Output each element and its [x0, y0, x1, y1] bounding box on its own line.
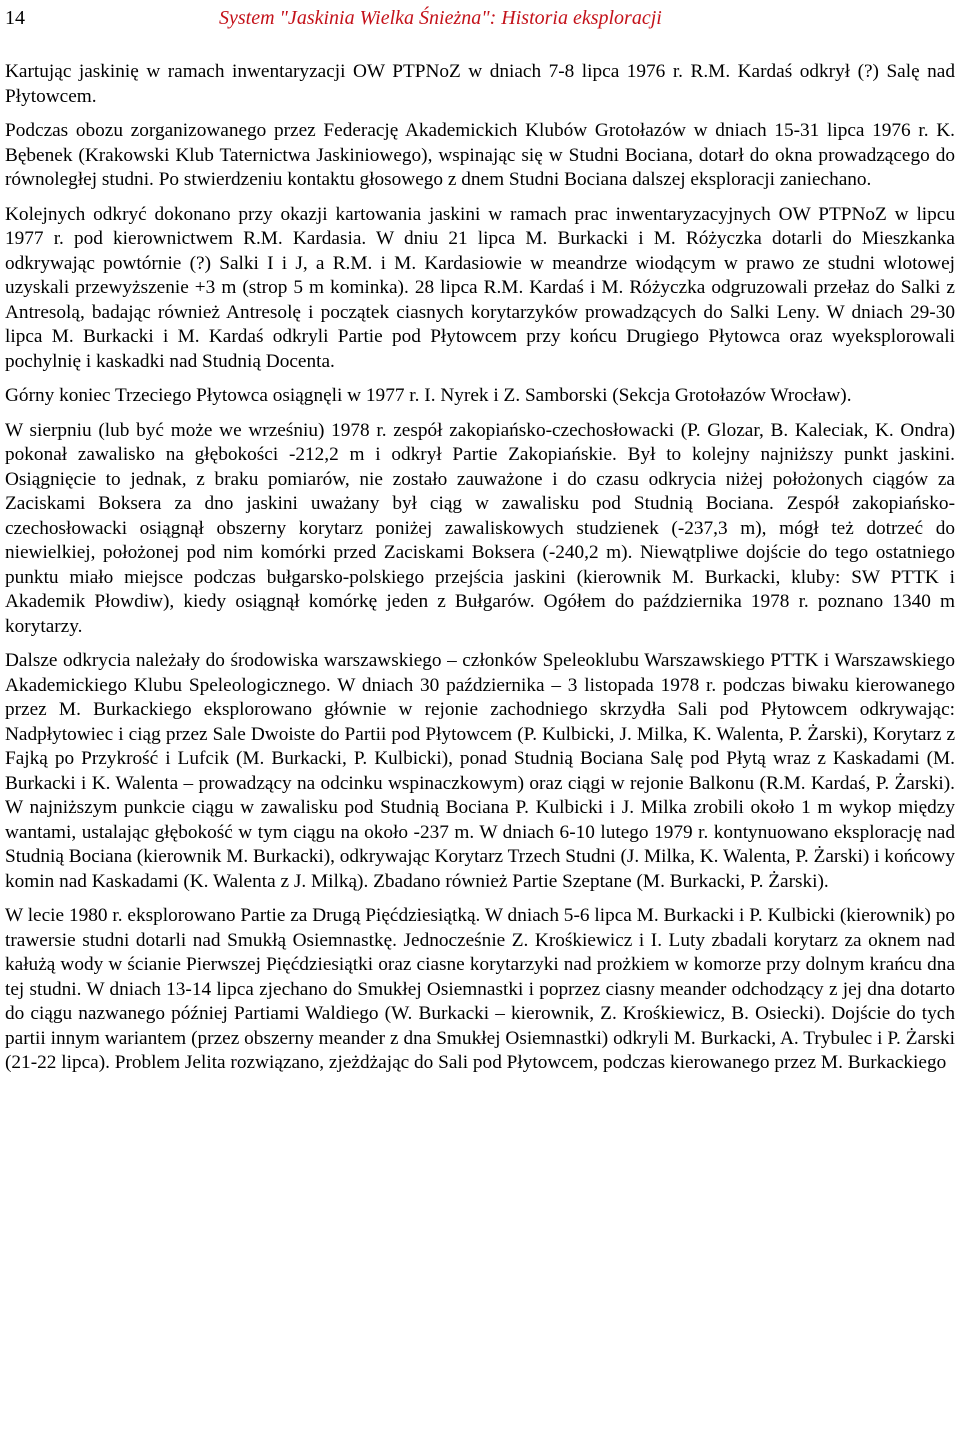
paragraph: Górny koniec Trzeciego Płytowca osiągnęli w 1977 r. I. Nyrek i Z. Samborski (Sekcja Grotołazów Wrocław).: [5, 385, 852, 406]
paragraph: Dalsze odkrycia należały do środowiska warszawskiego – członków Speleoklubu Warszawskiego PTTK i Warszawskiego Akademickiego Klubu Speleologicznego. W dniach 30 października – 3 listopada 1978 r. podczas biwaku kierowanego przez M. Burkackiego eksplorowano głównie w rejonie zachodniego skrzydła Sali pod Płytowcem odkrywając: Nadpłytowiec i ciąg przez Sale Dwoiste do Partii pod Płytowcem (P. Kulbicki, J. Milka, K. Walenta, P. Żarski), Korytarz z Fajką po Przykrość i Lufcik (M. Burkacki, P. Kulbicki), ponad Studnią Bociana Salę pod Płytą wraz z Kaskadami (M. Burkacki i K. Walenta – prowadzący na odcinku wspinaczkowym) oraz ciągi w rejonie Balkonu (R.M. Kardaś, P. Żarski). W najniższym punkcie ciągu w zawalisku pod Studnią Bociana P. Kulbicki i J. Milka zrobili około 1 m wykop między wantami, ustalając głębokość w tym ciągu na około -237 m. W dniach 6-10 lutego 1979 r. kontynuowano eksplorację nad Studnią Bociana (kierownik M. Burkacki), odkrywając Korytarz Trzech Studni (J. Milka, K. Walenta, P. Żarski) i końcowy komin nad Kaskadami (K. Walenta z J. Milką). Zbadano również Partie Szeptane (M. Burkacki, P. Żarski).: [5, 650, 955, 892]
paragraph: Kartując jaskinię w ramach inwentaryzacji OW PTPNoZ w dniach 7-8 lipca 1976 r. R.M. Kardaś odkrył (?) Salę nad Płytowcem.: [5, 61, 955, 107]
paragraph: W sierpniu (lub być może we wrześniu) 1978 r. zespół zakopiańsko-czechosłowacki (P. Glozar, B. Kaleciak, K. Ondra) pokonał zawalisko na głębokości -212,2 m i odkrył Partie Zakopiańskie. Był to kolejny najniższy punkt jaskini. Osiągnięcie to jednak, z braku pomiarów, nie zostało zauważone i do czasu odkrycia niżej położonych ciągów za Zaciskami Boksera za dno jaskini uważany był ciąg w zawalisku pod Studnią Bociana. Zespół zakopiańsko-czechosłowacki osiągnął obszerny korytarz poniżej zawaliskowych studzienek (-237,3 m), mógł też dotrzeć do niewielkiej, położonej pod nim komórki przed Zaciskami Boksera (-240,2 m). Niewątpliwe dojście do tego ostatniego punktu miało miejsce podczas bułgarsko-polskiego przejścia jaskini (kierownik M. Burkacki, kluby: SW PTTK i Akademik Płowdiw), kiedy osiągnął komórkę jeden z Bułgarów. Ogółem do października 1978 r. poznano 1340 m korytarzy.: [5, 419, 955, 637]
paragraph: Kolejnych odkryć dokonano przy okazji kartowania jaskini w ramach prac inwentaryzacyjnych OW PTPNoZ w lipcu 1977 r. pod kierownictwem R.M. Kardasia. W dniu 21 lipca M. Burkacki i M. Różyczka dotarli do Mieszkanka odkrywając powtórnie (?) Salki I i J, a R.M. i M. Kardasiowie w meandrze wiodącym w prawo ze studni wlotowej uzyskali przewyższenie +3 m (strop 5 m kominka). 28 lipca R.M. Kardaś i M. Różyczka odgruzowali przełaz do Salki z Antresolą, badając również Antresolę i początek ciasnych korytarzyków prowadzących do Salki Leny. W dniach 29-30 lipca M. Burkacki i M. Kardaś odkryli Partie pod Płytowcem przy końcu Drugiego Płytowca oraz wyeksplorowali pochylnię i kaskadki nad Studnią Docenta.: [5, 203, 955, 372]
paragraph: Podczas obozu zorganizowanego przez Federację Akademickich Klubów Grotołazów w dniach 15-31 lipca 1976 r. K. Bębenek (Krakowski Klub Taternictwa Jaskiniowego), wspinając się w Studni Bociana, dotarł do okna prowadzącego do równoległej studni. Po stwierdzeniu kontaktu głosowego z dnem Studni Bociana dalszej eksploracji zaniechano.: [5, 120, 955, 190]
document-body: [5, 60, 955, 1076]
paragraph: W lecie 1980 r. eksplorowano Partie za Drugą Pięćdziesiątką. W dniach 5-6 lipca M. Burkacki i P. Kulbicki (kierownik) po trawersie studni dotarli nad Smukłą Osiemnastkę. Jednocześnie Z. Krośkiewicz i I. Luty zbadali korytarz za oknem nad kałużą wody w ścianie Pierwszej Pięćdziesiątki oraz ciasne korytarzyki nad prożkiem w komorze przy dolnym krańcu dna tej studni. W dniach 13-14 lipca zjechano do Smukłej Osiemnastki i poprzez ciasny meander odchodzący z jej dna dotarto do ciągu nazwanego później Partiami Waldiego (W. Burkacki – kierownik, Z. Krośkiewicz, B. Osiecki). Dojście do tych partii innym wariantem (przez obszerny meander z dna Smukłej Osiemnastki) odkryli M. Burkacki, A. Trybulec i P. Żarski (21-22 lipca). Problem Jelita rozwiązano, zjeżdżając do Sali pod Płytowcem, podczas kierowanego przez M. Burkackiego: [5, 905, 955, 1073]
page-header: [5, 4, 955, 36]
running-title: System "Jaskinia Wielka Śnieżna": Historia eksploracji: [219, 7, 662, 29]
page-number: 14: [5, 7, 25, 29]
